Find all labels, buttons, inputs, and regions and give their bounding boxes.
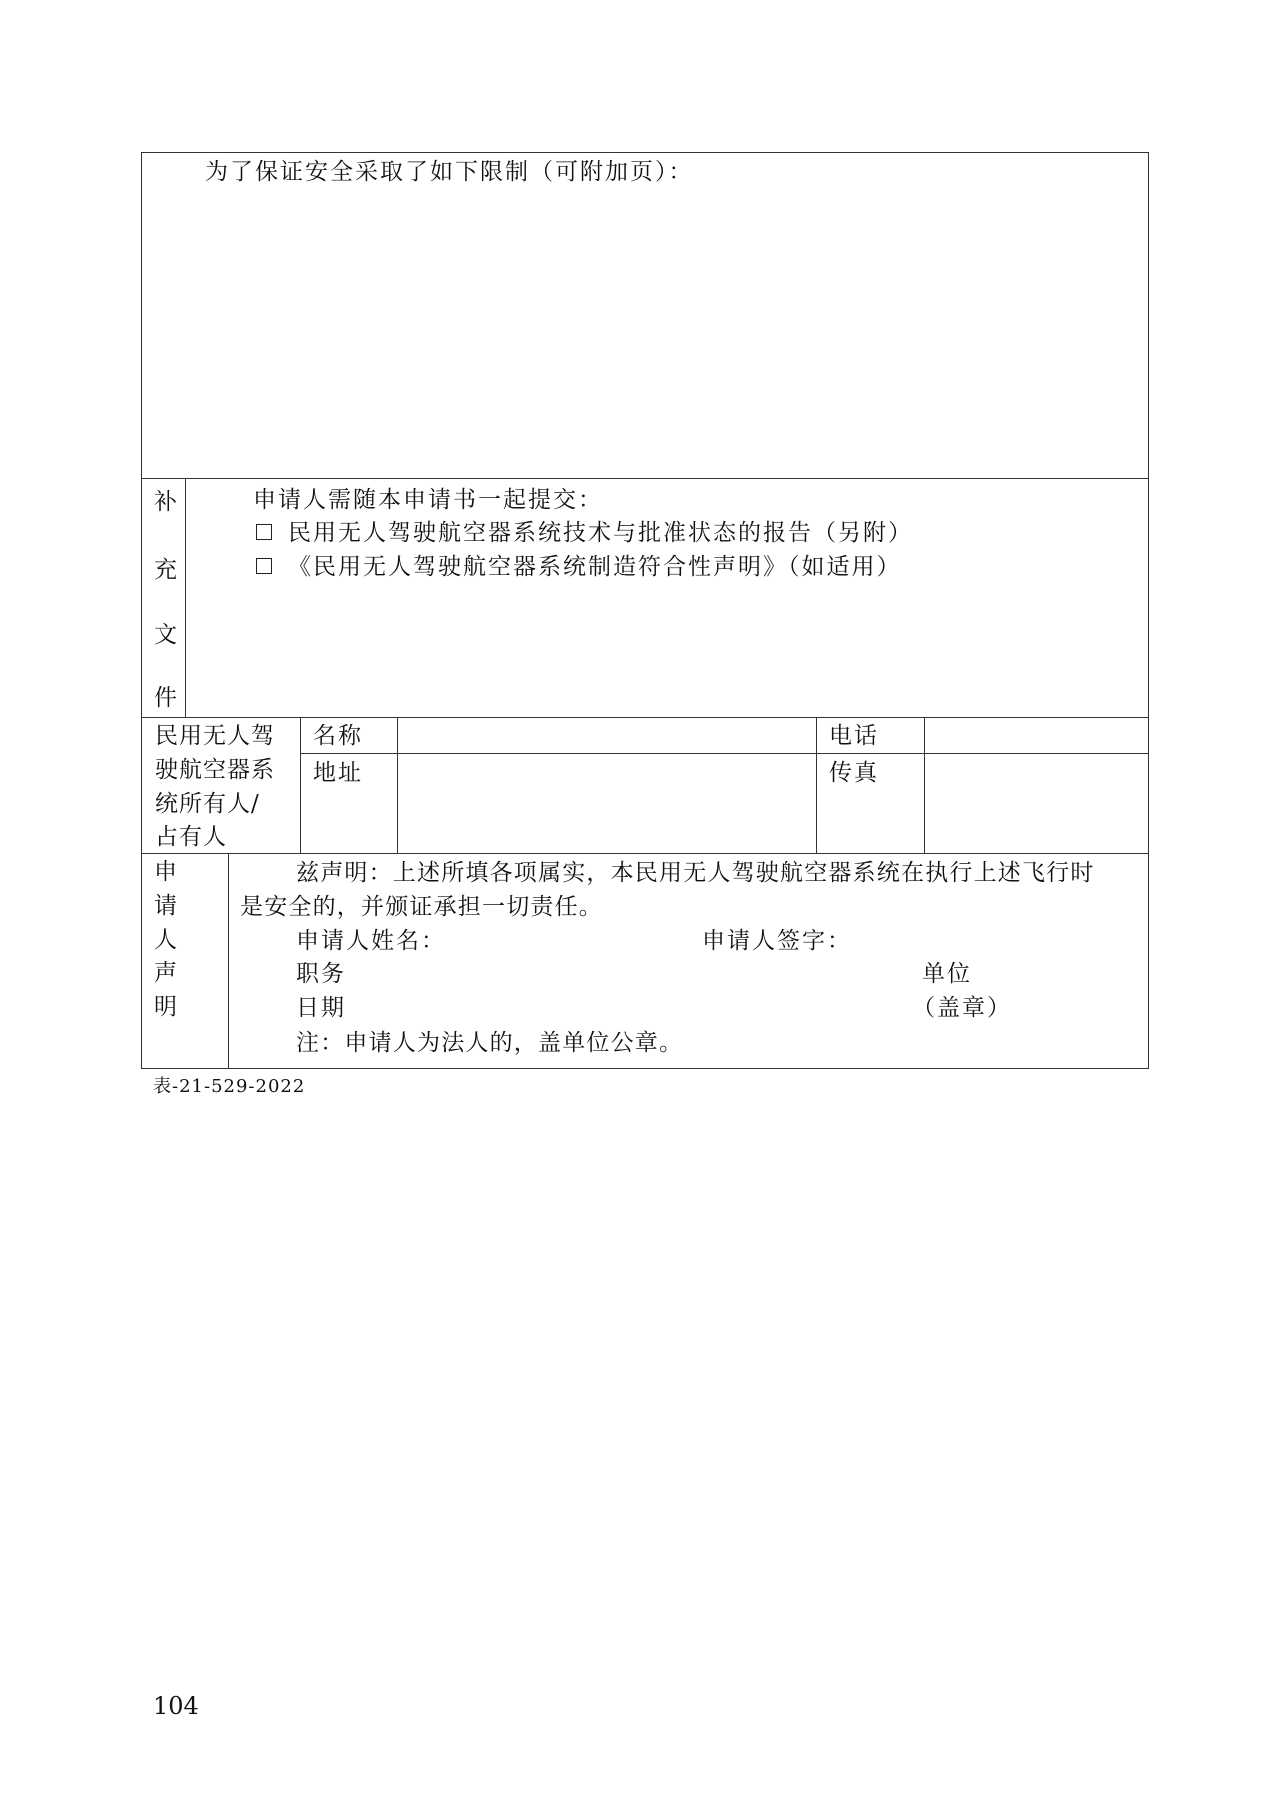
form-code: 表-21-529-2022 [153, 1076, 306, 1097]
declaration-label-char: 人 [154, 927, 177, 953]
declaration-statement: 兹声明：上述所填各项属实，本民用无人驾驶航空器系统在执行上述飞行时 [296, 860, 1095, 886]
row-divider [141, 478, 1149, 479]
owner-name-label: 名称 [313, 723, 363, 749]
supplementary-label-char: 充 [154, 557, 177, 583]
owner-address-field[interactable] [398, 754, 815, 852]
supplementary-intro: 申请人需随本申请书一起提交： [253, 487, 603, 513]
supplementary-label-char: 件 [154, 685, 177, 711]
position-label: 职务 [296, 961, 346, 987]
column-divider [228, 853, 229, 1069]
column-divider [816, 717, 817, 853]
supplementary-label-char: 补 [154, 489, 177, 515]
row-divider [141, 853, 1149, 854]
supplementary-item [256, 517, 913, 549]
unit-label: 单位 [922, 961, 972, 987]
page-number: 104 [153, 1692, 199, 1720]
declaration-statement: 是安全的，并颁证承担一切责任。 [240, 894, 603, 920]
checkbox[interactable] [256, 558, 272, 574]
supplementary-label-char: 文 [154, 622, 177, 648]
owner-phone-label: 电话 [829, 723, 879, 749]
owner-label-line: 占有人 [155, 824, 227, 850]
owner-label-line: 驶航空器系 [155, 757, 275, 783]
restrictions-heading: 为了保证安全采取了如下限制（可附加页）： [205, 159, 694, 185]
supplementary-item [256, 551, 902, 583]
checkbox[interactable] [256, 524, 272, 540]
owner-name-field[interactable] [398, 718, 815, 752]
owner-label-line: 统所有人/ [155, 791, 260, 817]
column-divider [185, 478, 186, 717]
seal-label: （盖章） [912, 995, 1012, 1021]
declaration-label-char: 声 [154, 960, 177, 986]
date-label: 日期 [296, 995, 346, 1021]
column-divider [300, 717, 301, 853]
form-table [141, 152, 1149, 1069]
owner-phone-field[interactable] [925, 718, 1148, 752]
supplementary-item-label: 《民用无人驾驶航空器系统制造符合性声明》（如适用） [288, 554, 902, 580]
owner-fax-field[interactable] [925, 754, 1148, 852]
declaration-label-char: 请 [154, 893, 177, 919]
owner-fax-label: 传真 [829, 760, 879, 786]
owner-label-line: 民用无人驾 [155, 723, 275, 749]
declaration-label-char: 明 [154, 994, 177, 1020]
declaration-note: 注：申请人为法人的，盖单位公章。 [296, 1030, 684, 1056]
applicant-name-label: 申请人姓名： [296, 928, 446, 954]
applicant-signature-label: 申请人签字： [702, 928, 852, 954]
declaration-label-char: 申 [154, 859, 177, 885]
supplementary-item-label: 民用无人驾驶航空器系统技术与批准状态的报告（另附） [288, 520, 913, 546]
owner-address-label: 地址 [313, 760, 363, 786]
